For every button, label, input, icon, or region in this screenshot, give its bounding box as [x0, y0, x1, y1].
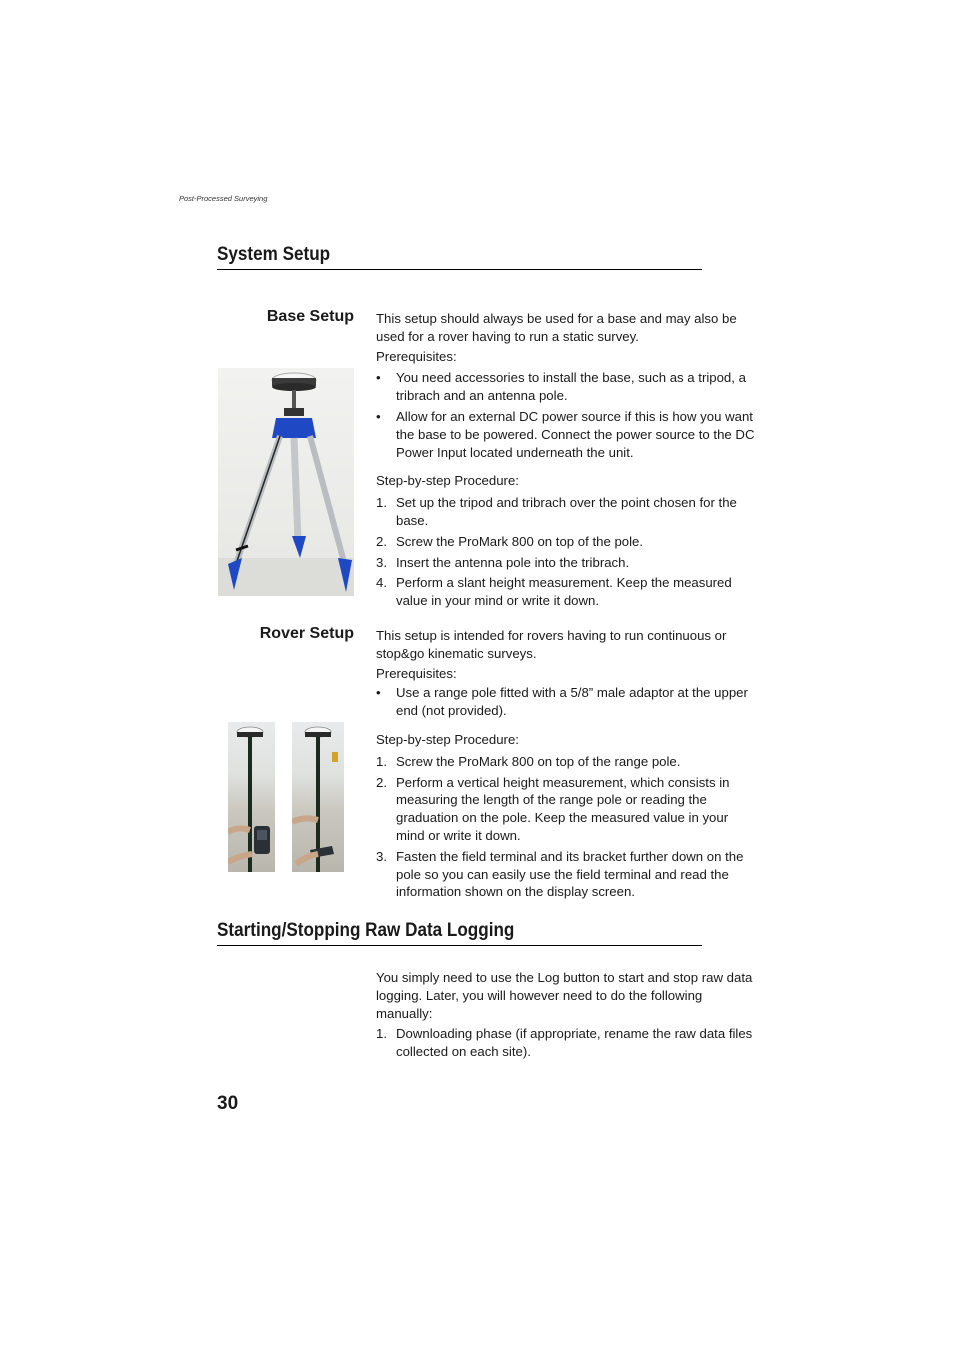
rover-photo-left: [228, 722, 275, 872]
raw-logging-steps-list: [376, 1025, 756, 1061]
list-item: 1. Downloading phase (if appropriate, rename the raw data files collected on each site).: [376, 1026, 753, 1060]
subsection-heading-base-setup: Base Setup: [266, 308, 354, 325]
list-item: • Use a range pole fitted with a 5/8” male adaptor at the upper end (not provided).: [376, 685, 748, 719]
base-procedure-label: Step-by-step Procedure:: [376, 473, 519, 489]
section-title-system-setup: System Setup: [217, 244, 702, 270]
list-item: 3. Fasten the field terminal and its bracket further down on the pole so you can easily use the field terminal and read the information shown on the display screen.: [376, 848, 744, 900]
base-steps-list: [376, 494, 756, 610]
rover-setup-body: [376, 627, 756, 904]
rover-pole-left-illustration: [228, 722, 275, 872]
section-title-raw-data-logging: Starting/Stopping Raw Data Logging: [217, 920, 702, 946]
page-number: 30: [217, 1093, 239, 1114]
base-prereq-label: Prerequisites:: [376, 348, 457, 364]
rover-prereq-list: [376, 684, 756, 720]
base-setup-body: [376, 310, 756, 613]
rover-prereq-label: Prerequisites:: [376, 665, 457, 681]
tripod-photo: [218, 368, 354, 596]
list-item: 2. Perform a vertical height measurement, which consists in measuring the length of the range pole or reading the graduation on the pole. Keep the measured value in your mind or write it down.: [376, 774, 730, 843]
list-item: 2. Screw the ProMark 800 on top of the pole.: [376, 533, 644, 549]
list-item: • You need accessories to install the base, such as a tripod, a tribrach and an antenna pole.: [376, 370, 746, 404]
tripod-illustration: [218, 368, 354, 596]
rover-pole-right-illustration: [292, 722, 344, 872]
list-item: • Allow for an external DC power source if this is how you want the base to be powered. Connect the power source to the DC Power Input located underneath the unit.: [376, 408, 755, 460]
subsection-heading-rover-setup: Rover Setup: [259, 625, 354, 642]
raw-logging-body: [376, 969, 756, 1064]
rover-photo-right: [292, 722, 344, 872]
rover-steps-list: [376, 753, 756, 901]
base-setup-intro: This setup should always be used for a base and may also be used for a rover having to run a static survey.: [376, 311, 737, 344]
running-head: Post-Processed Surveying: [179, 194, 268, 203]
list-item: 1. Screw the ProMark 800 on top of the range pole.: [376, 753, 681, 769]
list-item: 3. Insert the antenna pole into the tribrach.: [376, 554, 630, 570]
base-prereq-list: [376, 369, 756, 461]
raw-logging-intro: You simply need to use the Log button to start and stop raw data logging. Later, you will however need to do the following manually:: [376, 970, 753, 1021]
rover-procedure-label: Step-by-step Procedure:: [376, 731, 519, 747]
list-item: 1. Set up the tripod and tribrach over the point chosen for the base.: [376, 495, 737, 528]
list-item: 4. Perform a slant height measurement. Keep the measured value in your mind or write it down.: [376, 575, 732, 609]
rover-setup-intro: This setup is intended for rovers having to run continuous or stop&go kinematic surveys.: [376, 628, 727, 661]
